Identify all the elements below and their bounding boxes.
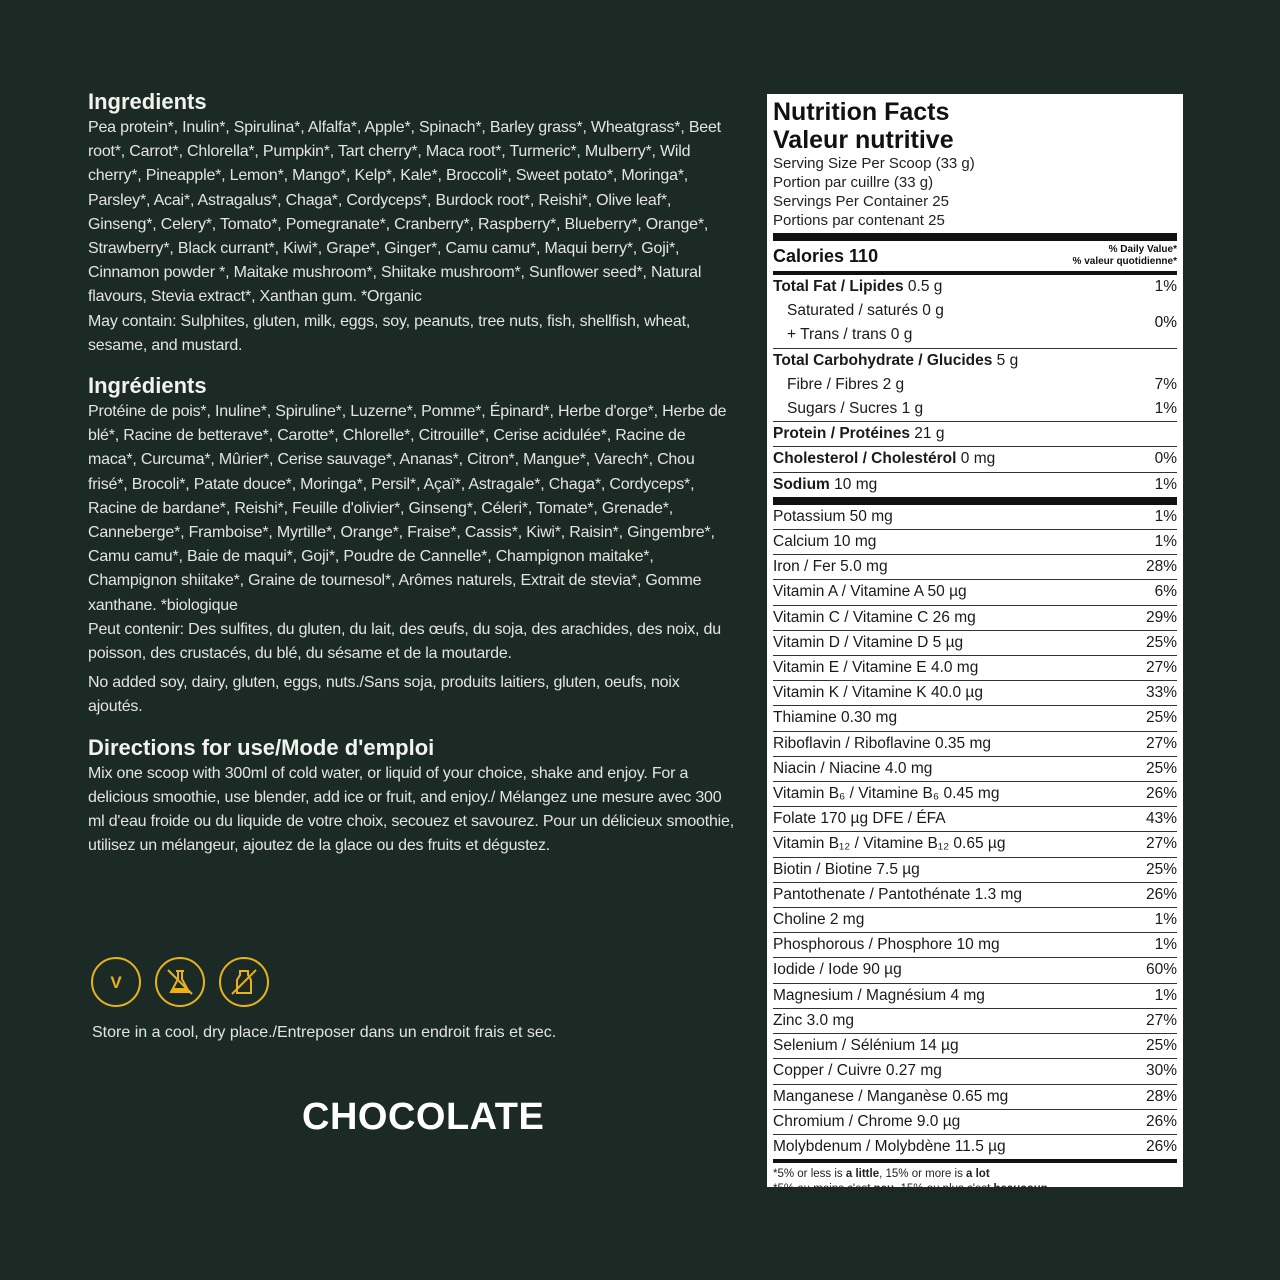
nutrient-label: Magnesium / Magnésium 4 mg <box>773 986 985 1004</box>
calories-label: Calories 110 <box>773 245 879 266</box>
allergen-text-en: May contain: Sulphites, gluten, milk, eggs, soy, peanuts, tree nuts, fish, shellfish, wheat, sesame, and mustard. <box>88 312 691 354</box>
nutrient-pct: 26% <box>1145 1112 1177 1130</box>
nutrient-pct: 28% <box>1145 1087 1177 1105</box>
fat-row: Total Fat / Lipides 0.5 g 1% <box>773 278 1177 295</box>
nutrient-pct: 1% <box>1154 936 1177 954</box>
nutrient-label: Choline 2 mg <box>773 911 865 929</box>
nutrient-row <box>773 631 1177 655</box>
nutrient-pct: 25% <box>1145 759 1177 777</box>
nutrient-row <box>773 908 1177 932</box>
nutrient-label: Chromium / Chrome 9.0 µg <box>773 1112 961 1130</box>
nutrient-label: Niacin / Niacine 4.0 mg <box>773 759 933 777</box>
nutrient-pct: 25% <box>1145 1037 1177 1055</box>
nutrient-label: Molybdenum / Molybdène 11.5 µg <box>773 1137 1006 1155</box>
nutrient-row <box>773 933 1177 957</box>
nutrient-row <box>773 505 1177 529</box>
ingredients-title-fr: Ingrédients <box>88 373 207 399</box>
nutrient-label: Vitamin C / Vitamine C 26 mg <box>773 608 976 626</box>
storage-text: Store in a cool, dry place./Entreposer dans un endroit frais et sec. <box>92 1024 557 1041</box>
no-gmo-icon <box>155 957 205 1007</box>
sodium-row: Sodium 10 mg 1% <box>773 475 1177 493</box>
nutrient-row <box>773 858 1177 882</box>
carb-row: Total Carbohydrate / Glucides 5 g <box>773 351 1019 369</box>
nutrient-row <box>773 706 1177 730</box>
protein-row: Protein / Protéines 21 g <box>773 425 945 443</box>
nutrient-row <box>773 606 1177 630</box>
nutrient-pct: 27% <box>1145 835 1177 853</box>
nutrient-row <box>773 681 1177 705</box>
nutrient-label: Iron / Fer 5.0 mg <box>773 558 888 576</box>
nutrient-row <box>773 555 1177 579</box>
ingredients-title: Ingredients <box>88 89 207 114</box>
portion: Portion par cuillre (33 g) <box>773 174 934 191</box>
nutrient-pct: 26% <box>1145 885 1177 903</box>
nutrition-title-en: Nutrition Facts <box>773 98 950 126</box>
nutrient-label: Vitamin D / Vitamine D 5 µg <box>773 633 964 651</box>
nutrient-pct: 1% <box>1154 507 1177 525</box>
footnote: *5% or less is a little, 15% or more is a lot *5% ou moins c'est peu, 15% ou plus c'est beaucoup <box>773 1168 1048 1196</box>
fibre-row: Fibre / Fibres 2 g 7% <box>787 375 1177 393</box>
trans-row: + Trans / trans 0 g <box>787 326 913 344</box>
vegan-icon <box>91 957 141 1007</box>
certification-icons <box>91 957 269 1007</box>
nutrition-facts-panel <box>767 94 1183 1196</box>
nutrient-row <box>773 883 1177 907</box>
nutrient-pct: 1% <box>1154 533 1177 551</box>
nutrient-row <box>773 1034 1177 1058</box>
ingredients-text-en: Pea protein*, Inulin*, Spirulina*, Alfalfa*, Apple*, Spinach*, Barley grass*, Wheatgrass*, Beet root*, Carrot*, Chlorella*, Pumpkin*, Tart cherry*, Maca root*, Turmeric*, Mulberry*, Wild cherry*, Pineapple*, Lemon*, Mango*, Kelp*, Kale*, Broccoli*, Sweet potato*, Moringa*, Parsley*, Acai*, Astragalus*, Chaga*, Cordyceps*, Burdock root*, Reishi*, Olive leaf*, Ginseng*, Celery*, Tomato*, Pomegranate*, Cranberry*, Raspberry*, Blueberry*, Orange*, Strawberry*, Black currant*, Kiwi*, Grape*, Ginger*, Camu camu*, Maqui berry*, Goji*, Cinnamon powder *, Maitake mushroom*, Shiitake mushroom*, Sunflower seed*, Natural flavours, Stevia extract*, Xanthan gum. *Organic <box>88 119 721 306</box>
nutrient-row <box>773 832 1177 856</box>
sugars-row: Sugars / Sucres 1 g 1% <box>787 400 1177 418</box>
nutrient-pct: 60% <box>1145 961 1177 979</box>
nutrient-pct: 33% <box>1145 684 1177 702</box>
nutrient-pct: 43% <box>1145 810 1177 828</box>
nutrient-label: Copper / Cuivre 0.27 mg <box>773 1062 942 1080</box>
nutrient-label: Calcium 10 mg <box>773 533 877 551</box>
nutrient-label: Vitamin K / Vitamine K 40.0 µg <box>773 684 983 702</box>
sat-trans-pct: 0% <box>1154 314 1177 332</box>
nutrient-pct: 1% <box>1154 986 1177 1004</box>
nutrient-row <box>773 782 1177 806</box>
nutrient-label: Folate 170 µg DFE / ÉFA <box>773 810 946 828</box>
portions-per-container: Portions par contenant 25 <box>773 212 945 229</box>
nutrient-pct: 27% <box>1145 659 1177 677</box>
nutrient-label: Selenium / Sélénium 14 µg <box>773 1037 959 1055</box>
nutrient-row <box>773 530 1177 554</box>
nutrient-label: Iodide / Iode 90 µg <box>773 961 902 979</box>
nutrient-row <box>773 1135 1177 1159</box>
nutrient-label: Vitamin B₆ / Vitamine B₆ 0.45 mg <box>773 785 1000 803</box>
nutrient-row <box>773 1009 1177 1033</box>
nutrient-row <box>773 1110 1177 1134</box>
nutrient-label: Vitamin A / Vitamine A 50 µg <box>773 583 967 601</box>
nutrient-pct: 25% <box>1145 633 1177 651</box>
nutrient-pct: 6% <box>1154 583 1177 601</box>
nutrient-pct: 27% <box>1145 1011 1177 1029</box>
nutrient-label: Thiamine 0.30 mg <box>773 709 898 727</box>
nutrient-label: Phosphorous / Phosphore 10 mg <box>773 936 1000 954</box>
saturated-row: Saturated / saturés 0 g <box>787 302 944 320</box>
serving-size: Serving Size Per Scoop (33 g) <box>773 155 975 172</box>
nutrient-label: Potassium 50 mg <box>773 507 893 525</box>
nutrient-row <box>773 656 1177 680</box>
nutrient-pct: 27% <box>1145 734 1177 752</box>
nutrient-label: Vitamin E / Vitamine E 4.0 mg <box>773 659 979 677</box>
cholesterol-row: Cholesterol / Cholestérol 0 mg 0% <box>773 450 1177 468</box>
nutrient-label: Pantothenate / Pantothénate 1.3 mg <box>773 885 1023 903</box>
nutrient-pct: 25% <box>1145 709 1177 727</box>
nutrition-title-fr: Valeur nutritive <box>773 126 954 154</box>
no-added-text: No added soy, dairy, gluten, eggs, nuts./Sans soja, produits laitiers, gluten, oeufs, noix ajoutés. <box>88 674 680 716</box>
sat-trans-group <box>773 299 1177 347</box>
nutrient-row <box>773 984 1177 1008</box>
nutrient-row <box>773 1085 1177 1109</box>
directions-title: Directions for use/Mode d'emploi <box>88 734 435 760</box>
ingredients-column <box>88 88 738 858</box>
flavour-label: CHOCOLATE <box>302 1096 545 1138</box>
nutrient-label: Vitamin B₁₂ / Vitamine B₁₂ 0.65 µg <box>773 835 1006 853</box>
servings-per-container: Servings Per Container 25 <box>773 193 949 210</box>
nutrient-label: Zinc 3.0 mg <box>773 1011 854 1029</box>
calories-row <box>773 241 1177 271</box>
nutrient-row <box>773 580 1177 604</box>
nutrient-pct: 26% <box>1145 1137 1177 1155</box>
directions-text: Mix one scoop with 300ml of cold water, or liquid of your choice, shake and enjoy. For a delicious smoothie, use blender, add ice or fruit, and enjoy./ Mélangez une mesure avec 300 ml d'eau froide ou du liquide de votre choix, secouez et savourez. Pour un délicieux smoothie, utilisez un mélangeur, ajoutez de la glace ou des fruits et dégustez. <box>88 764 734 855</box>
nutrient-pct: 1% <box>1154 911 1177 929</box>
vegan-letter: V <box>110 973 122 992</box>
nutrient-label: Biotin / Biotine 7.5 µg <box>773 860 920 878</box>
nutrient-row <box>773 757 1177 781</box>
nutrient-pct: 29% <box>1145 608 1177 626</box>
nutrient-pct: 26% <box>1145 785 1177 803</box>
nutrient-label: Manganese / Manganèse 0.65 mg <box>773 1087 1009 1105</box>
daily-value-header: % Daily Value* % valeur quotidienne* <box>1072 244 1177 267</box>
nutrient-row <box>773 1059 1177 1083</box>
nutrient-row <box>773 958 1177 982</box>
nutrient-pct: 25% <box>1145 860 1177 878</box>
nutrient-pct: 30% <box>1145 1062 1177 1080</box>
no-dairy-icon <box>219 957 269 1007</box>
nutrient-label: Riboflavin / Riboflavine 0.35 mg <box>773 734 991 752</box>
allergen-text-fr: Peut contenir: Des sulfites, du gluten, du lait, des œufs, du soja, des arachides, des noix, du poisson, des crustacés, du blé, du sésame et de la moutarde. <box>88 620 721 663</box>
ingredients-text-fr: Protéine de pois*, Inuline*, Spiruline*, Luzerne*, Pomme*, Épinard*, Herbe d'orge*, Herbe de blé*, Racine de betterave*, Carotte*, Chlorelle*, Citrouille*, Cerise acidulée*, Racine de maca*, Curcuma*, Mûrier*, Cerise sauvage*, Ananas*, Citron*, Mangue*, Varech*, Chou frisé*, Brocoli*, Patate douce*, Moringa*, Persil*, Açaï*, Astragale*, Chaga*, Cordyceps*, Racine de bardane*, Reishi*, Feuille d'olivier*, Ginseng*, Céleri*, Tomate*, Grenade*, Canneberge*, Framboise*, Myrtille*, Orange*, Fraise*, Cassis*, Kiwi*, Raisin*, Gingembre*, Camu camu*, Baie de maqui*, Goji*, Poudre de Cannelle*, Champignon maitake*, Champignon shiitake*, Graine de tournesol*, Arômes naturels, Extrait de stevia*, Gomme xanthane. *biologique <box>88 403 727 614</box>
micronutrient-list <box>773 505 1177 1159</box>
nutrient-row <box>773 807 1177 831</box>
nutrient-pct: 28% <box>1145 558 1177 576</box>
nutrient-row <box>773 732 1177 756</box>
